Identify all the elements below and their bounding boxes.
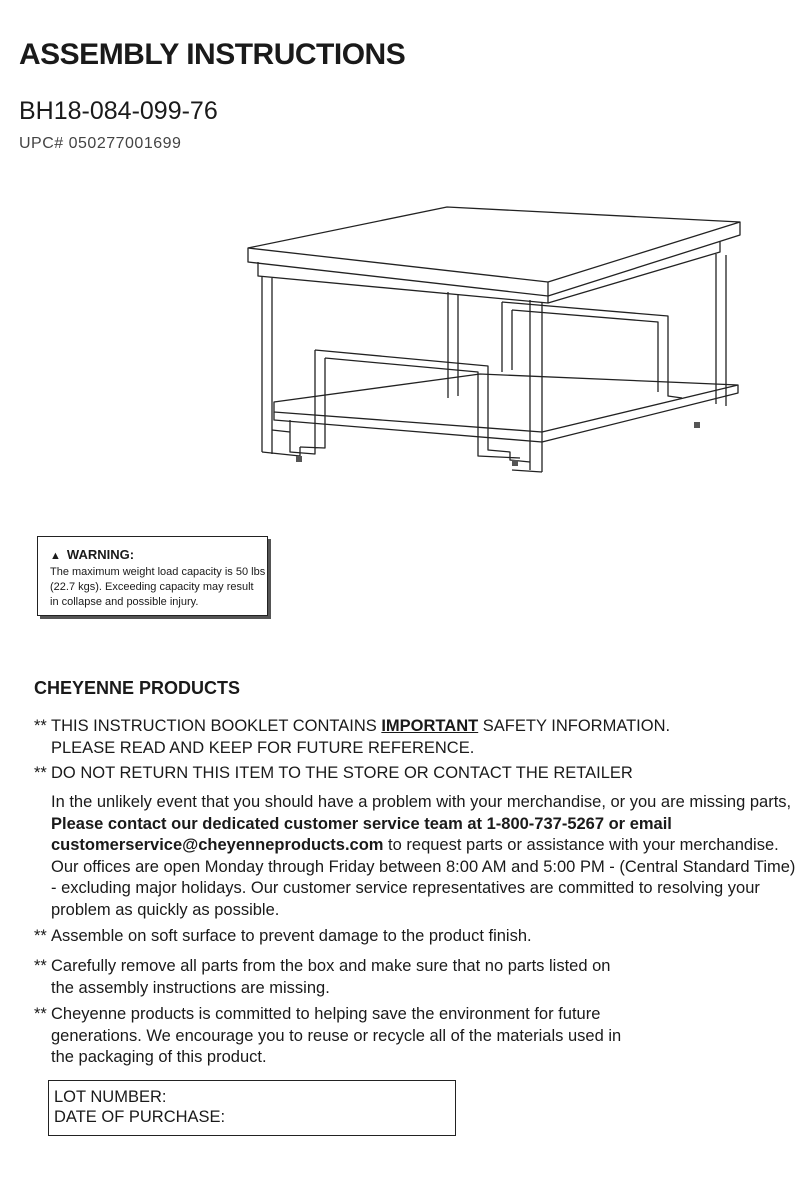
front-key-panel [290, 350, 530, 462]
important-label: IMPORTANT [381, 717, 479, 735]
back-left-leg [448, 292, 458, 398]
model-number: BH18-084-099-76 [19, 97, 218, 125]
contact-paragraph: In the unlikely event that you should have a problem with your merchandise, or you are missing parts, Please contact our dedicated customer service team at 1-800-737-5267 or email customerservice@cheyenneproducts.com to request parts or assistance with your merchandise. Our offices are open Monday through Friday between 8:00 AM and 5:00 PM - (Central Standard Time) - excluding major holidays. Our customer service representatives are committed to resolving your problem as quickly as possible. [51, 793, 796, 919]
company-name: CHEYENNE PRODUCTS [34, 678, 241, 698]
lot-number-label: LOT NUMBER: [54, 1088, 167, 1106]
upc-code: UPC# 050277001699 [19, 135, 182, 152]
back-key-panel [502, 302, 682, 398]
front-right-leg [530, 300, 542, 472]
date-of-purchase-label: DATE OF PURCHASE: [54, 1108, 226, 1126]
warning-title: WARNING: [66, 547, 135, 562]
purchase-record-box [48, 1080, 456, 1136]
no-return-note: ** DO NOT RETURN THIS ITEM TO THE STORE OR CONTACT THE RETAILER [34, 764, 633, 782]
document-title: ASSEMBLY INSTRUCTIONS [19, 38, 406, 71]
warning-line: in collapse and possible injury. [50, 596, 199, 608]
warning-box [37, 536, 268, 616]
table-top [248, 207, 740, 296]
remove-parts-note: ** Carefully remove all parts from the box and make sure that no parts listed on the assembly instructions are missing. [34, 957, 611, 997]
safety-note: ** THIS INSTRUCTION BOOKLET CONTAINS IMPORTANT SAFETY INFORMATION. PLEASE READ AND KEEP FOR FUTURE REFERENCE. [34, 717, 671, 757]
warning-line: (22.7 kgs). Exceeding capacity may result [50, 581, 254, 593]
back-right-leg [716, 254, 726, 406]
contact-info: Please contact our dedicated customer service team at 1-800-737-5267 or email customerservice@cheyenneproducts.com [51, 814, 672, 854]
coffee-table-icon [238, 205, 748, 475]
environment-note: ** Cheyenne products is committed to helping save the environment for future generations. We encourage you to reuse or recycle all of the materials used in the packaging of this product. [34, 1005, 622, 1066]
soft-surface-note: ** Assemble on soft surface to prevent damage to the product finish. [34, 927, 532, 945]
front-left-leg [262, 277, 272, 454]
warning-line: The maximum weight load capacity is 50 lbs [50, 566, 266, 578]
warning-triangle-icon: ▲ [50, 550, 61, 562]
